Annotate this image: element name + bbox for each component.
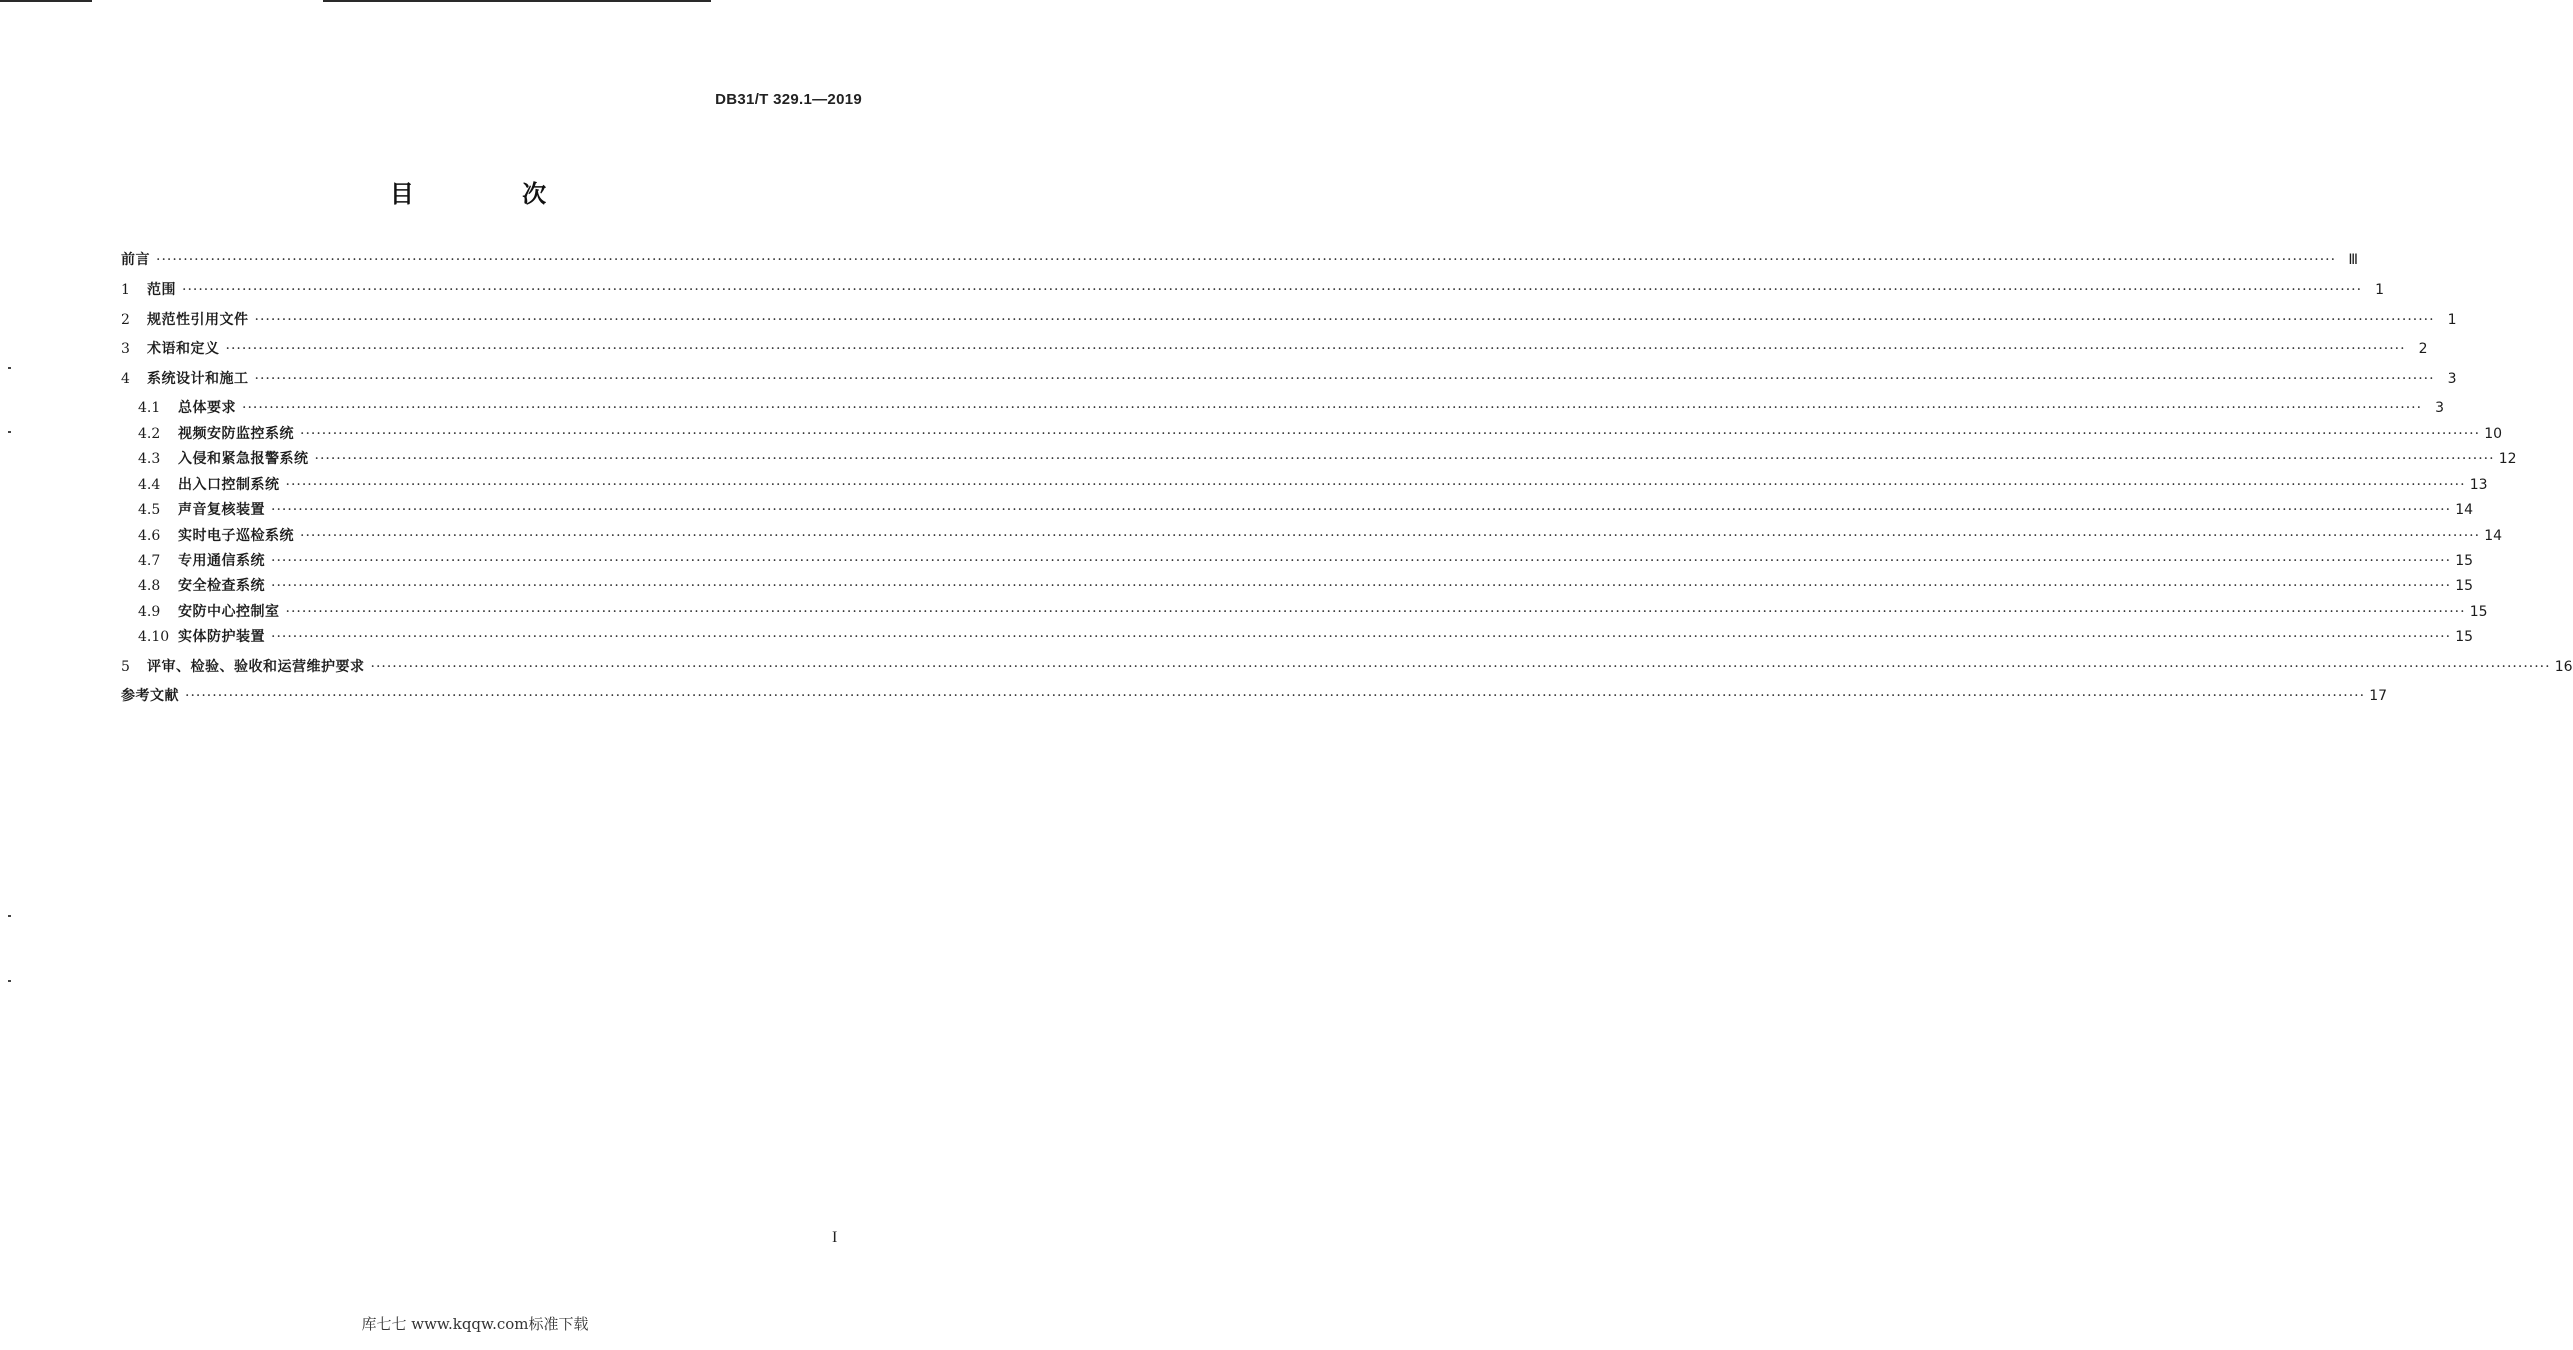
toc-entry[interactable] [121, 659, 2573, 675]
toc-leader-dots: ················································································································································································································································································································································································································ [300, 528, 2481, 544]
margin-mark [8, 367, 11, 369]
document-code: DB31/T 329.1—2019 [715, 91, 862, 108]
toc-entry[interactable] [121, 528, 2503, 544]
toc-entry-page: 15 [2469, 604, 2488, 620]
toc-leader-dots: ················································································································································································································································································································································································································ [182, 282, 2363, 298]
toc-entry-number: 4.1 [138, 400, 161, 416]
margin-mark [8, 980, 11, 982]
toc-entry-page: 2 [2418, 341, 2428, 357]
toc-entry[interactable] [121, 688, 2388, 704]
toc-entry[interactable] [121, 282, 2385, 298]
toc-entry-page: 15 [2455, 553, 2474, 569]
toc-entry-number: 3 [121, 341, 130, 357]
toc-entry-label: 系统设计和施工 [147, 371, 249, 387]
toc-entry[interactable] [121, 502, 2474, 518]
toc-entry-number: 4.7 [138, 553, 161, 569]
toc-leader-dots: ················································································································································································································································································································································································································ [271, 629, 2452, 645]
toc-entry-number: 4.4 [138, 477, 161, 493]
page-title: 目 次 [389, 180, 597, 208]
toc-entry[interactable] [121, 400, 2445, 416]
toc-entry-number: 1 [121, 282, 130, 298]
toc-entry-label: 入侵和紧急报警系统 [178, 451, 309, 467]
toc-entry-number: 4.9 [138, 604, 161, 620]
toc-entry-label: 评审、检验、验收和运营维护要求 [147, 659, 365, 675]
toc-entry[interactable] [121, 426, 2503, 442]
toc-leader-dots: ················································································································································································································································································································································································································ [285, 477, 2466, 493]
toc-entry-number: 4.5 [138, 502, 161, 518]
toc-entry-label: 出入口控制系统 [178, 477, 280, 493]
toc-entry-label: 声音复核装置 [178, 502, 265, 518]
toc-entry-page: 3 [2447, 371, 2457, 387]
toc-entry-label: 前言 [121, 252, 150, 268]
toc-leader-dots: ················································································································································································································································································································································································································ [185, 688, 2366, 704]
toc-entry-page: 10 [2484, 426, 2503, 442]
toc-entry-page: 1 [2447, 312, 2457, 328]
toc-entry-number: 2 [121, 312, 130, 328]
toc-entry-page: 16 [2554, 659, 2573, 675]
toc-leader-dots: ················································································································································································································································································································································································································ [225, 341, 2406, 357]
toc-entry[interactable] [121, 341, 2428, 357]
toc-entry-page: 3 [2435, 400, 2445, 416]
toc-entry-label: 规范性引用文件 [147, 312, 249, 328]
toc-entry-number: 4.10 [138, 629, 170, 645]
toc-entry-label: 总体要求 [178, 400, 236, 416]
toc-entry-number: 4.3 [138, 451, 161, 467]
toc-leader-dots: ················································································································································································································································································································································································································ [271, 502, 2452, 518]
toc-leader-dots: ················································································································································································································································································································································································································ [156, 252, 2337, 268]
page-number: I [832, 1229, 838, 1246]
toc-entry-page: 17 [2369, 688, 2388, 704]
toc-entry-label: 安全检查系统 [178, 578, 265, 594]
toc-entry-page: Ⅲ [2348, 252, 2359, 268]
toc-entry-label: 安防中心控制室 [178, 604, 280, 620]
toc-entry-number: 4 [121, 371, 130, 387]
toc-leader-dots: ················································································································································································································································································································································································································ [254, 371, 2435, 387]
toc-entry-number: 4.2 [138, 426, 161, 442]
toc-entry[interactable] [121, 371, 2457, 387]
toc-entry-page: 14 [2455, 502, 2474, 518]
toc-leader-dots: ················································································································································································································································································································································································································ [314, 451, 2495, 467]
toc-entry[interactable] [121, 477, 2488, 493]
toc-entry[interactable] [121, 604, 2488, 620]
toc-entry[interactable] [121, 553, 2474, 569]
toc-entry-page: 12 [2498, 451, 2517, 467]
margin-mark [8, 431, 11, 433]
toc-leader-dots: ················································································································································································································································································································································································································ [271, 578, 2452, 594]
toc-entry-page: 15 [2455, 578, 2474, 594]
toc-entry-page: 15 [2455, 629, 2474, 645]
toc-entry-page: 14 [2484, 528, 2503, 544]
toc-leader-dots: ················································································································································································································································································································································································································ [242, 400, 2423, 416]
toc-leader-dots: ················································································································································································································································································································································································································ [254, 312, 2435, 328]
toc-entry[interactable] [121, 312, 2457, 328]
toc-entry[interactable] [121, 578, 2474, 594]
toc-entry-label: 术语和定义 [147, 341, 220, 357]
toc-entry-label: 实体防护装置 [178, 629, 265, 645]
toc-leader-dots: ················································································································································································································································································································································································································ [300, 426, 2481, 442]
toc-entry-label: 实时电子巡检系统 [178, 528, 294, 544]
toc-entry[interactable] [121, 451, 2517, 467]
margin-mark [8, 915, 11, 917]
toc-entry-label: 参考文献 [121, 688, 179, 704]
scan-edge-line [323, 0, 711, 2]
toc-leader-dots: ················································································································································································································································································································································································································ [285, 604, 2466, 620]
toc-leader-dots: ················································································································································································································································································································································································································ [370, 659, 2551, 675]
toc-entry[interactable] [121, 629, 2474, 645]
scan-edge-line [0, 0, 92, 2]
toc-entry-page: 13 [2469, 477, 2488, 493]
toc-entry-number: 5 [121, 659, 130, 675]
toc-entry-label: 范围 [147, 282, 176, 298]
toc-entry-number: 4.6 [138, 528, 161, 544]
toc-entry-number: 4.8 [138, 578, 161, 594]
toc-entry-page: 1 [2375, 282, 2385, 298]
toc-entry-label: 专用通信系统 [178, 553, 265, 569]
footer-watermark: 库七七 www.kqqw.com标准下载 [361, 1315, 589, 1333]
toc-entry-label: 视频安防监控系统 [178, 426, 294, 442]
toc-leader-dots: ················································································································································································································································································································································································································ [271, 553, 2452, 569]
toc-entry[interactable] [121, 252, 2359, 268]
